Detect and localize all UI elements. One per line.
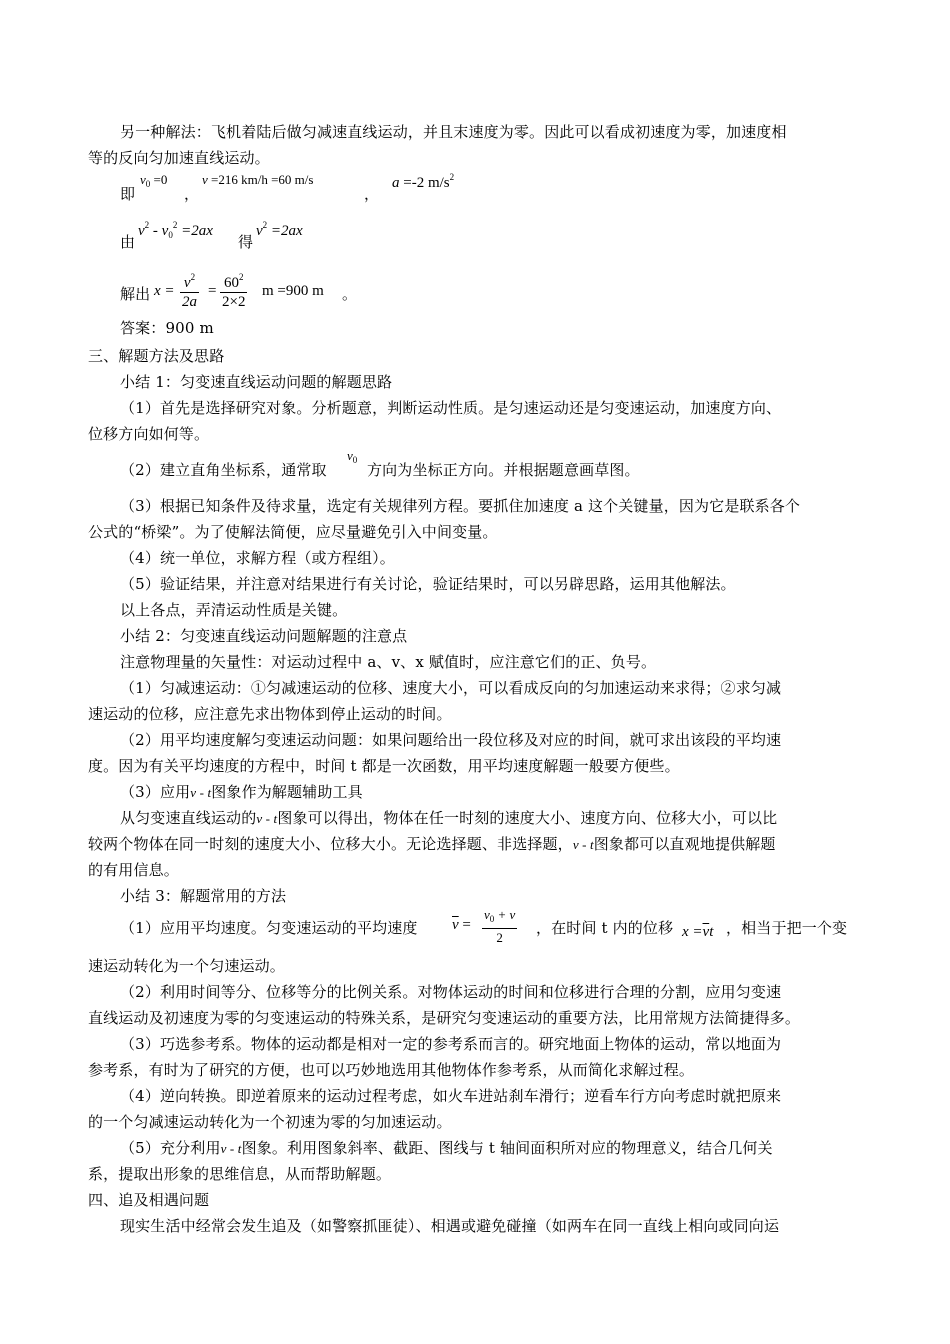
label-de: 得 — [238, 233, 254, 251]
paragraph-line: 等的反向匀加速直线运动。 — [88, 149, 270, 167]
paragraph-line: 现实生活中经常会发生追及（如警察抓匪徒）、相遇或避免碰撞（如两车在同一直线上相向或同向运 — [120, 1217, 780, 1235]
summary-heading-1: 小结 1：匀变速直线运动问题的解题思路 — [120, 373, 393, 391]
paragraph-line-vt: 较两个物体在同一时刻的速度大小、位移大小。无论选择题、非选择题，v - t图象都可以直观地提供解题 — [88, 835, 776, 853]
paragraph-line: 直线运动及初速度为零的匀变速运动的特殊关系，是研究匀变速运动的重要方法，比用常规方法简捷得多。 — [88, 1009, 801, 1027]
equation-line-given — [120, 170, 540, 210]
paragraph-line: （2）利用时间等分、位移等分的比例关系。对物体运动的时间和位移进行合理的分割，应用匀变速 — [120, 983, 782, 1001]
equation-a: a =-2 $m/s^2$ — [392, 172, 455, 191]
paragraph-line: 注意物理量的矢量性：对运动过程中 a、v、x 赋值时，应注意它们的正、负号。 — [120, 653, 657, 671]
label-ji: 即 — [120, 185, 136, 203]
equation-kinematic: $v^2 - v_0^2 =2ax$ — [138, 220, 213, 240]
result-value: m =900 m — [262, 283, 324, 299]
symbol-v0: $v_0$ — [347, 448, 358, 465]
paragraph-line: 以上各点，弄清运动性质是关键。 — [120, 601, 348, 619]
paragraph-line: 的一个匀减速运动转化为一个初速为零的匀加速运动。 — [88, 1113, 452, 1131]
summary-heading-2: 小结 2：匀变速直线运动问题解题的注意点 — [120, 627, 408, 645]
paragraph-line: 另一种解法：飞机着陆后做匀减速直线运动，并且末速度为零。因此可以看成初速度为零，加速度相 — [120, 123, 787, 141]
text-part: （1）应用平均速度。匀变速运动的平均速度 — [120, 919, 418, 937]
paragraph-line: （2）用平均速度解匀变速运动问题：如果问题给出一段位移及对应的时间，就可求出该段的平均速 — [120, 731, 782, 749]
paragraph-line-vt: （3）应用v - t图象作为解题辅助工具 — [120, 783, 363, 801]
equation-result-form: $v^2 =2ax$ — [256, 220, 303, 239]
paragraph-line: 位移方向如何等。 — [88, 425, 210, 443]
equation-line-solution — [120, 268, 380, 318]
paragraph-line: 的有用信息。 — [88, 861, 179, 879]
fraction-60-2x2: $\frac{60^2}{2\times 2}$ — [218, 268, 249, 311]
paragraph-line: （4）逆向转换。即逆着原来的运动过程考虑，如火车进站刹车滑行；逆看车行方向考虑时就把原来 — [120, 1087, 782, 1105]
comma: ， — [184, 185, 200, 203]
equation-x: x = — [154, 283, 175, 299]
paragraph-line: （3）根据已知条件及待求量，选定有关规律列方程。要抓住加速度 a 这个关键量，因为它是联系各个 — [120, 497, 801, 515]
symbol-vt: v - t — [190, 785, 212, 800]
answer-line: 答案：900 m — [120, 319, 214, 337]
paragraph-line: （5）验证结果，并注意对结果进行有关讨论，验证结果时，可以另辟思路，运用其他解法。 — [120, 575, 736, 593]
text-part: ，在时间 t 内的位移 — [536, 919, 674, 937]
section-heading-3: 三、解题方法及思路 — [88, 347, 225, 365]
paragraph-line-coordinate — [120, 448, 680, 482]
comma: ， — [364, 185, 380, 203]
equation-line-kinematic — [120, 218, 420, 258]
label-you: 由 — [120, 233, 136, 251]
summary-heading-3: 小结 3：解题常用的方法 — [120, 887, 287, 905]
symbol-vt: v - t — [572, 837, 594, 852]
equation-v0: $v_0 =0$ — [140, 172, 168, 189]
text-part: （2）建立直角坐标系，通常取 — [120, 461, 327, 479]
paragraph-line: （1）匀减速运动：①匀减速运动的位移、速度大小，可以看成反向的匀加速运动来求得；②求匀减 — [120, 679, 782, 697]
symbol-vt: v - t — [256, 811, 278, 826]
fraction-average-velocity: $\frac{v_0 + v}{2}$ — [484, 907, 516, 945]
equation-x-vt: $x =\overline{v}t$ — [682, 924, 714, 940]
paragraph-line: 参考系，有时为了研究的方便，也可以巧妙地选用其他物体作参考系，从而简化求解过程。 — [88, 1061, 695, 1079]
paragraph-line: 度。因为有关平均速度的方程中，时间 t 都是一次函数，用平均速度解题一般要方便些。 — [88, 757, 680, 775]
paragraph-line: 系，提取出形象的思维信息，从而帮助解题。 — [88, 1165, 392, 1183]
paragraph-line: 速运动转化为一个匀速运动。 — [88, 957, 285, 975]
label-jiechu: 解出 — [120, 285, 151, 303]
paragraph-line-average-velocity — [120, 906, 880, 950]
paragraph-line-vt: 从匀变速直线运动的v - t图象可以得出，物体在任一时刻的速度大小、速度方向、位移大小，可以比 — [120, 809, 778, 827]
symbol-vt: v - t — [220, 1141, 242, 1156]
paragraph-line-vt: （5）充分利用v - t图象。利用图象斜率、截距、图线与 t 轴间面积所对应的物理意义，结合几何关 — [120, 1139, 773, 1157]
symbol-vbar: $\overline{v}$ = — [452, 917, 471, 933]
section-heading-4: 四、追及相遇问题 — [88, 1191, 210, 1209]
text-part: ，相当于把一个变 — [726, 919, 848, 937]
paragraph-line: （1）首先是选择研究对象。分析题意，判断运动性质。是匀速运动还是匀变速运动，加速度方向、 — [120, 399, 782, 417]
paragraph-line: （4）统一单位，求解方程（或方程组）。 — [120, 549, 395, 567]
text-part: 方向为坐标正方向。并根据题意画草图。 — [367, 461, 640, 479]
period: 。 — [342, 285, 358, 303]
paragraph-line: （3）巧选参考系。物体的运动都是相对一定的参考系而言的。研究地面上物体的运动，常以地面为 — [120, 1035, 782, 1053]
equation-v: v =216 km/h =60 m/s — [202, 172, 314, 187]
paragraph-line: 速运动的位移，应注意先求出物体到停止运动的时间。 — [88, 705, 452, 723]
equals-sign: = — [208, 283, 217, 299]
fraction-v2-2a: $\frac{v^2}{2a}$ — [178, 268, 201, 311]
paragraph-line: 公式的“桥梁”。为了使解法简便，应尽量避免引入中间变量。 — [88, 523, 498, 541]
